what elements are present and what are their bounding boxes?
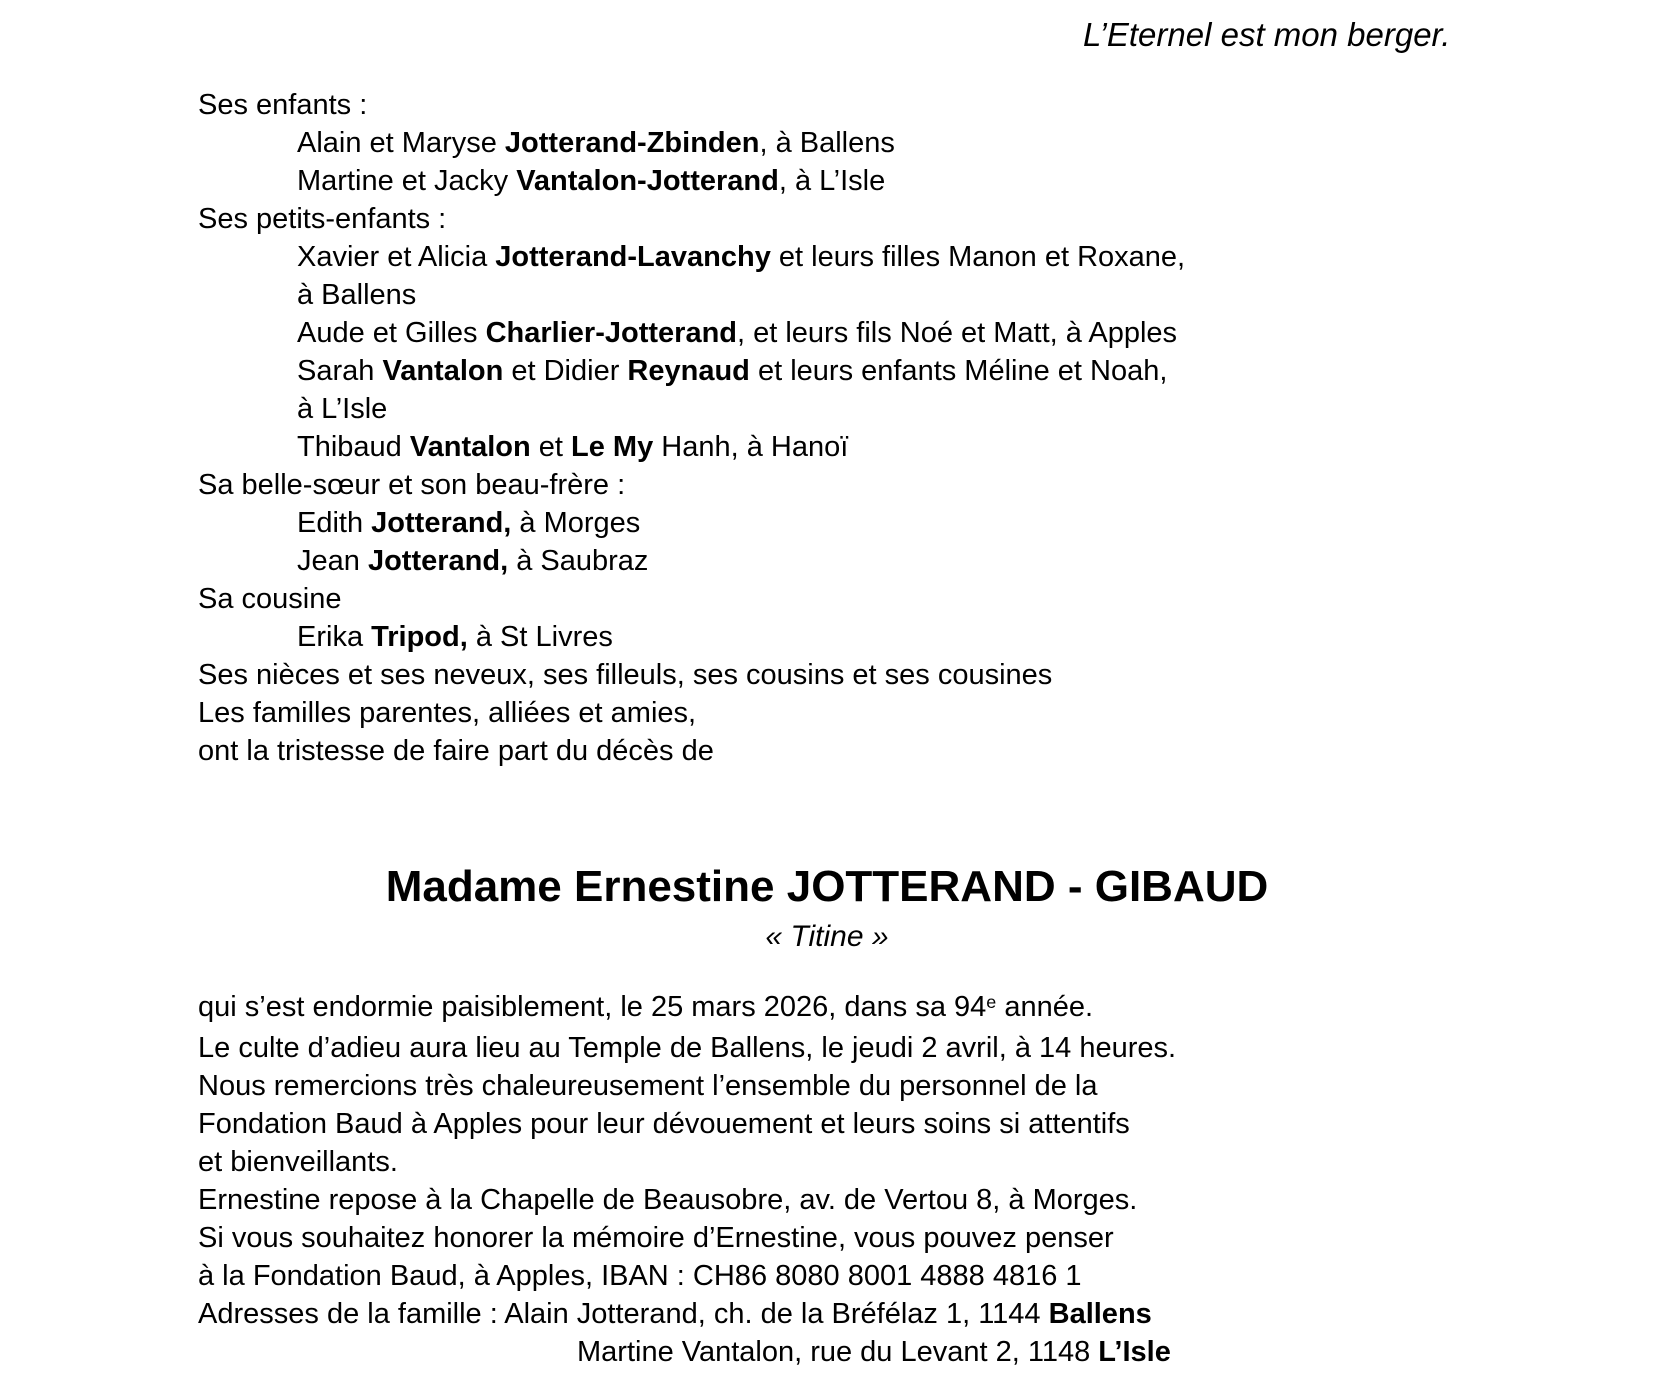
text-segment: à Saubraz (508, 545, 649, 577)
text-segment: Aude et Gilles (297, 317, 486, 349)
text-segment: Sa cousine (198, 583, 342, 615)
text-line (198, 580, 1185, 618)
text-line (198, 352, 1185, 390)
text-segment: ont la tristesse de faire part du décès de (198, 735, 714, 767)
text-segment: Sarah (297, 355, 383, 387)
text-line (198, 618, 1185, 656)
emphasized-name: Reynaud (627, 355, 750, 387)
emphasized-name: Vantalon-Jotterand (516, 165, 779, 197)
text-line (198, 1181, 1176, 1219)
text-line (198, 1333, 1176, 1371)
deceased-nickname: « Titine » (765, 920, 889, 953)
text-segment: et leurs filles Manon et Roxane, (770, 241, 1186, 273)
text-segment: année. (996, 991, 1094, 1023)
emphasized-name: Ballens (1048, 1298, 1152, 1330)
emphasized-name: Jotterand-Lavanchy (495, 241, 771, 273)
emphasized-name: Vantalon (382, 355, 504, 387)
text-segment: et Didier (503, 355, 628, 387)
text-segment: qui s’est endormie paisiblement, le 25 mars 2026, dans sa 94 (198, 991, 987, 1023)
text-line (198, 86, 1185, 124)
text-line (198, 1143, 1176, 1181)
emphasized-name: Le My (571, 431, 654, 463)
text-segment: e (986, 991, 997, 1012)
text-line (198, 428, 1185, 466)
text-line (198, 1105, 1176, 1143)
text-line (198, 656, 1185, 694)
text-line (198, 466, 1185, 504)
text-segment: , à Ballens (759, 127, 895, 159)
text-segment: Fondation Baud à Apples pour leur dévouement et leurs soins si attentifs (198, 1108, 1130, 1140)
text-line (198, 1257, 1176, 1295)
text-segment: Ernestine repose à la Chapelle de Beausobre, av. de Vertou 8, à Morges. (198, 1184, 1138, 1216)
text-segment: à Morges (511, 507, 641, 539)
text-segment: Erika (297, 621, 372, 653)
emphasized-name: Jotterand-Zbinden (504, 127, 760, 159)
text-line (198, 988, 1176, 1029)
text-line (198, 124, 1185, 162)
text-line (198, 542, 1185, 580)
text-segment: Thibaud (297, 431, 410, 463)
text-line (198, 1029, 1176, 1067)
text-line (198, 200, 1185, 238)
text-segment: Adresses de la famille : Alain Jotterand, ch. de la Bréfélaz 1, 1144 (198, 1298, 1049, 1330)
text-segment: Le culte d’adieu aura lieu au Temple de Ballens, le jeudi 2 avril, à 14 heures. (198, 1032, 1177, 1064)
text-segment: Xavier et Alicia (297, 241, 496, 273)
text-segment: à la Fondation Baud, à Apples, IBAN : CH86 8080 8001 4888 4816 1 (198, 1260, 1082, 1292)
text-line (198, 390, 1185, 428)
text-segment: Jean (297, 545, 368, 577)
text-line (198, 1295, 1176, 1333)
text-segment: , et leurs fils Noé et Matt, à Apples (737, 317, 1178, 349)
text-segment: Alain et Maryse (297, 127, 505, 159)
text-segment: et bienveillants. (198, 1146, 398, 1178)
text-segment: Nous remercions très chaleureusement l’ensemble du personnel de la (198, 1070, 1098, 1102)
family-relatives-list (198, 86, 1185, 770)
text-line (198, 1219, 1176, 1257)
text-segment: Ses petits-enfants : (198, 203, 447, 235)
emphasized-name: Jotterand, (367, 545, 509, 577)
text-line (198, 694, 1185, 732)
emphasized-name: Tripod, (371, 621, 468, 653)
epigraph-quote: L’Eternel est mon berger. (1083, 16, 1451, 53)
text-segment: , à L’Isle (778, 165, 886, 197)
text-line (198, 276, 1185, 314)
text-segment: Les familles parentes, alliées et amies, (198, 697, 697, 729)
deceased-name-title: Madame Ernestine JOTTERAND - GIBAUD (385, 862, 1269, 911)
text-segment: Ses enfants : (198, 89, 368, 121)
text-line (198, 732, 1185, 770)
text-segment: Si vous souhaitez honorer la mémoire d’Ernestine, vous pouvez penser (198, 1222, 1114, 1254)
text-segment: à St Livres (467, 621, 613, 653)
text-segment: à Ballens (297, 279, 417, 311)
text-line (198, 504, 1185, 542)
text-line (198, 1067, 1176, 1105)
text-segment: à L’Isle (297, 393, 388, 425)
text-line (198, 162, 1185, 200)
text-segment: Martine et Jacky (297, 165, 517, 197)
text-segment: Edith (297, 507, 372, 539)
text-line (198, 238, 1185, 276)
text-segment: Ses nièces et ses neveux, ses filleuls, ses cousins et ses cousines (198, 659, 1053, 691)
text-segment: Martine Vantalon, rue du Levant 2, 1148 (577, 1336, 1099, 1368)
emphasized-name: Jotterand, (371, 507, 512, 539)
text-segment: Hanh, à Hanoï (653, 431, 849, 463)
emphasized-name: L’Isle (1098, 1336, 1171, 1368)
text-segment: et leurs enfants Méline et Noah, (749, 355, 1168, 387)
announcement-text-block (198, 988, 1176, 1371)
text-segment: et (530, 431, 572, 463)
text-segment: Sa belle-sœur et son beau-frère : (198, 469, 626, 501)
emphasized-name: Vantalon (409, 431, 531, 463)
emphasized-name: Charlier-Jotterand (485, 317, 737, 349)
text-line (198, 314, 1185, 352)
